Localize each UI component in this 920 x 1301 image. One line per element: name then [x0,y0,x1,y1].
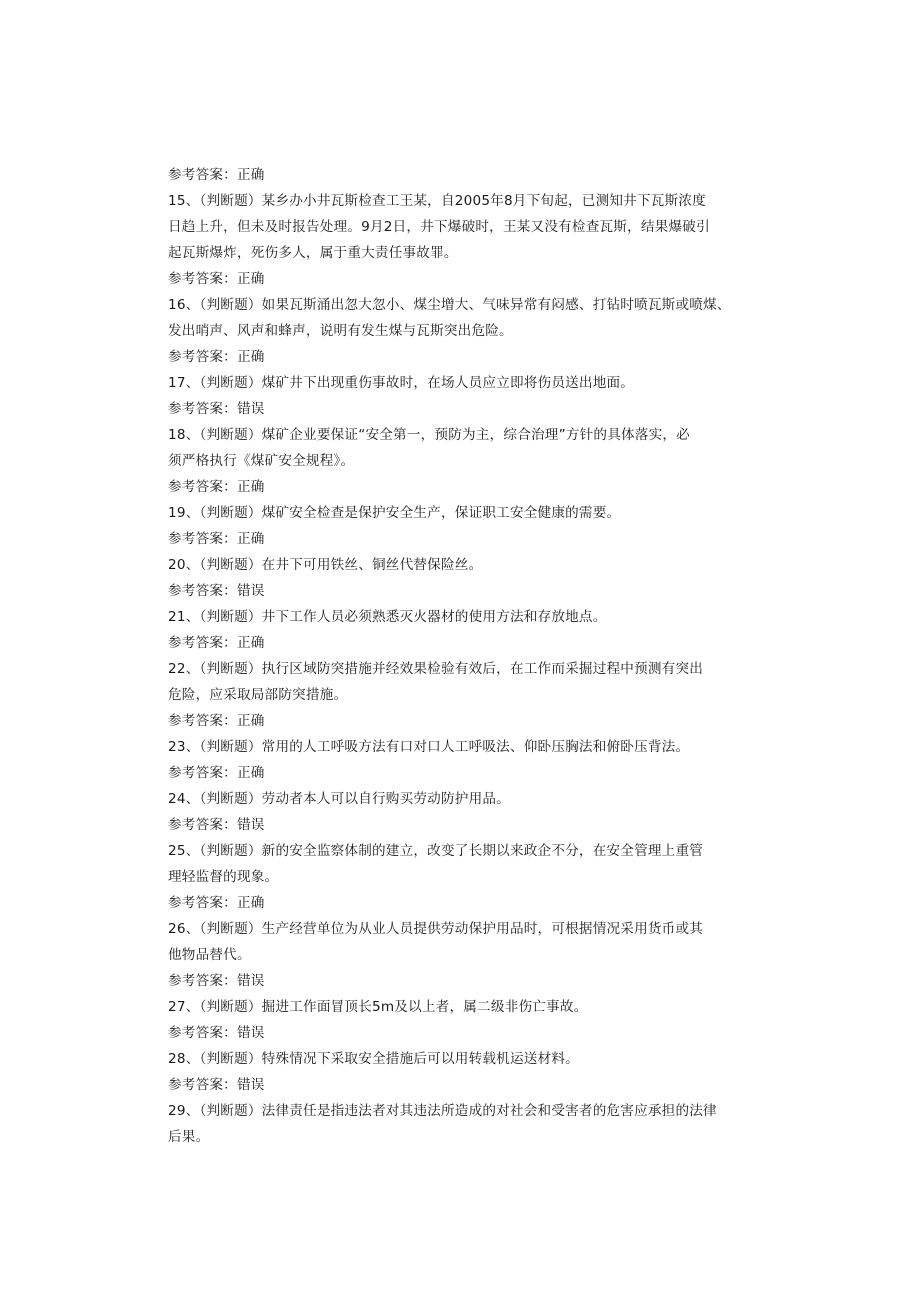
answer-text: 参考答案：正确 [168,479,265,495]
reference-answer [168,812,758,838]
answer-text: 参考答案：正确 [168,635,265,651]
reference-answer [168,708,758,734]
question-item [168,734,758,760]
question-text-line: 23、（判断题）常用的人工呼吸方法有口对口人工呼吸法、仰卧压胸法和俯卧压背法。 [168,739,690,755]
question-text-line: 29、（判断题）法律责任是指违法者对其违法所造成的对社会和受害者的危害应承担的法律 [168,1103,717,1119]
question-text-line: 18、（判断题）煤矿企业要保证“安全第一，预防为主，综合治理”方针的具体落实，必 [168,427,690,443]
reference-answer [168,630,758,656]
answer-text: 参考答案：错误 [168,583,265,599]
reference-answer [168,396,758,422]
question-text-line: 后果。 [168,1129,210,1145]
question-item [168,916,758,968]
question-item [168,500,758,526]
question-item [168,994,758,1020]
answer-text: 参考答案：错误 [168,1077,265,1093]
question-text-line: 发出哨声、风声和蜂声，说明有发生煤与瓦斯突出危险。 [168,323,513,339]
reference-answer [168,344,758,370]
question-item [168,188,758,266]
reference-answer [168,968,758,994]
reference-answer [168,266,758,292]
question-text-line: 26、（判断题）生产经营单位为从业人员提供劳动保护用品时，可根据情况采用货币或其 [168,921,704,937]
answer-text: 参考答案：错误 [168,817,265,833]
reference-answer [168,474,758,500]
answer-text: 参考答案：错误 [168,1025,265,1041]
question-text-line: 须严格执行《煤矿安全规程》。 [168,453,355,469]
question-text-line: 22、（判断题）执行区域防突措施并经效果检验有效后，在工作而采掘过程中预测有突出 [168,661,704,677]
answer-text: 参考答案：错误 [168,401,265,417]
question-text-line: 危险，应采取局部防突措施。 [168,687,348,703]
question-text-line: 27、（判断题）掘进工作面冒顶长5m及以上者，属二级非伤亡事故。 [168,999,588,1015]
question-text-line: 理轻监督的现象。 [168,869,279,885]
question-list [168,162,758,1150]
reference-answer [168,760,758,786]
reference-answer [168,890,758,916]
reference-answer [168,578,758,604]
question-item [168,838,758,890]
question-item [168,604,758,630]
reference-answer [168,162,758,188]
question-item [168,786,758,812]
document-page [168,162,758,1150]
question-text-line: 25、（判断题）新的安全监察体制的建立，改变了长期以来政企不分，在安全管理上重管 [168,843,704,859]
answer-text: 参考答案：正确 [168,531,265,547]
answer-text: 参考答案：正确 [168,349,265,365]
answer-text: 参考答案：正确 [168,765,265,781]
question-item [168,656,758,708]
reference-answer [168,1072,758,1098]
question-item [168,1046,758,1072]
reference-answer [168,526,758,552]
question-text-line: 16、（判断题）如果瓦斯涌出忽大忽小、煤尘增大、气味异常有闷感、打钻时喷瓦斯或喷煤、 [168,297,731,313]
reference-answer [168,1020,758,1046]
answer-text: 参考答案：正确 [168,895,265,911]
question-text-line: 24、（判断题）劳动者本人可以自行购买劳动防护用品。 [168,791,510,807]
question-text-line: 15、（判断题）某乡办小井瓦斯检查工王某，自2005年8月下旬起，已测知井下瓦斯浓度 [168,193,706,209]
question-text-line: 17、（判断题）煤矿井下出现重伤事故时，在场人员应立即将伤员送出地面。 [168,375,635,391]
question-text-line: 起瓦斯爆炸，死伤多人，属于重大责任事故罪。 [168,245,458,261]
question-text-line: 19、（判断题）煤矿安全检查是保护安全生产，保证职工安全健康的需要。 [168,505,621,521]
question-text-line: 日趋上升，但未及时报告处理。9月2日，井下爆破时，王某又没有检查瓦斯，结果爆破引 [168,219,710,235]
question-item [168,292,758,344]
question-item [168,1098,758,1150]
question-text-line: 21、（判断题）井下工作人员必须熟悉灭火器材的使用方法和存放地点。 [168,609,607,625]
question-item [168,422,758,474]
question-text-line: 他物品替代。 [168,947,251,963]
question-text-line: 28、（判断题）特殊情况下采取安全措施后可以用转载机运送材料。 [168,1051,579,1067]
question-text-line: 20、（判断题）在井下可用铁丝、铜丝代替保险丝。 [168,557,483,573]
question-item [168,552,758,578]
question-item [168,370,758,396]
answer-text: 参考答案：正确 [168,713,265,729]
answer-text: 参考答案：正确 [168,167,265,183]
answer-text: 参考答案：正确 [168,271,265,287]
answer-text: 参考答案：错误 [168,973,265,989]
